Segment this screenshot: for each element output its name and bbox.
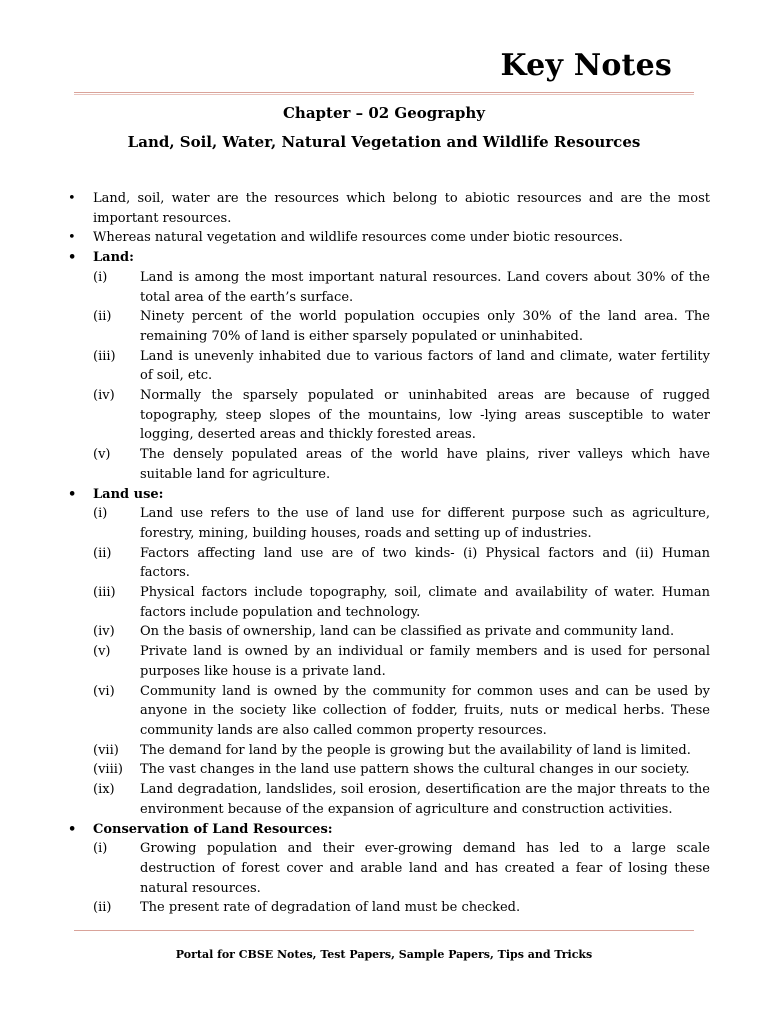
item-number: (iii) <box>93 348 116 364</box>
list-item <box>66 445 710 484</box>
intro-bullet: • Land, soil, water are the resources which belong to abiotic resources and are the most important resources. <box>66 189 710 228</box>
list-item <box>66 347 710 386</box>
item-text: Ninety percent of the world population occupies only 30% of the land area. The remaining 70% of land is either sparsely populated or uninhabited. <box>140 309 710 344</box>
item-text: Community land is owned by the community for common uses and can be used by anyone in the society like collection of fodder, fruits, nuts or medical herbs. These community lands are also called common property resources. <box>140 683 710 738</box>
item-number: (ii) <box>93 545 112 561</box>
item-number: (ii) <box>93 309 112 325</box>
chapter-heading: Chapter – 02 Geography <box>282 104 486 122</box>
item-text: Physical factors include topography, soil, climate and availability of water. Human factors include population and technology. <box>140 585 710 620</box>
list-item <box>66 760 710 780</box>
item-text: Land degradation, landslides, soil erosion, desertification are the major threats to the environment because of the expansion of agriculture and construction activities. <box>140 782 710 817</box>
item-number: (ix) <box>93 782 115 798</box>
item-text: Private land is owned by an individual or family members and is used for personal purposes like house is a private land. <box>140 644 710 679</box>
list-item <box>66 386 710 445</box>
notes-body <box>66 189 710 918</box>
item-number: (iv) <box>93 388 115 404</box>
item-text: The demand for land by the people is growing but the availability of land is limited. <box>140 742 691 758</box>
item-text: Factors affecting land use are of two kinds- (i) Physical factors and (ii) Human factors. <box>140 545 710 581</box>
item-text: Growing population and their ever-growing demand has led to a large scale destruction of forest cover and arable land and has created a fear of losing these natural resources. <box>140 841 710 896</box>
item-text: Normally the sparsely populated or uninhabited areas are because of rugged topography, steep slopes of the mountains, low -lying areas susceptible to water logging, deserted areas and thickly forested areas. <box>140 388 710 443</box>
section-heading-conservation: • Conservation of Land Resources: <box>66 820 710 840</box>
item-number: (vii) <box>93 742 119 758</box>
list-item <box>66 583 710 622</box>
footer-divider <box>74 930 694 931</box>
item-number: (iii) <box>93 585 116 601</box>
page-title: Key Notes <box>500 48 672 83</box>
item-number: (vi) <box>93 683 115 699</box>
header-divider <box>74 92 694 95</box>
list-item <box>66 898 710 918</box>
list-item <box>66 504 710 543</box>
item-text: Land is among the most important natural resources. Land covers about 30% of the total area of the earth’s surface. <box>140 269 710 305</box>
item-text: The densely populated areas of the world have plains, river valleys which have suitable land for agriculture. <box>140 447 710 482</box>
item-number: (iv) <box>93 624 115 640</box>
item-text: Land is unevenly inhabited due to various factors of land and climate, water fertility of soil, etc. <box>140 348 710 384</box>
list-item <box>66 642 710 681</box>
item-number: (i) <box>93 506 108 522</box>
item-number: (ii) <box>93 900 112 916</box>
list-item <box>66 780 710 819</box>
item-number: (viii) <box>93 762 123 778</box>
intro-bullet: • Whereas natural vegetation and wildlife resources come under biotic resources. <box>66 228 710 248</box>
chapter-subtitle: Land, Soil, Water, Natural Vegetation and Wildlife Resources <box>127 133 641 151</box>
item-number: (i) <box>93 269 108 285</box>
list-item <box>66 268 710 307</box>
item-number: (v) <box>93 447 111 463</box>
list-item <box>66 622 710 642</box>
section-heading-land: • Land: <box>66 248 710 268</box>
item-text: Land use refers to the use of land use for different purpose such as agriculture, forestry, mining, building houses, roads and setting up of industries. <box>140 506 710 541</box>
page-header <box>0 0 768 96</box>
list-item <box>66 839 710 898</box>
list-item <box>66 682 710 741</box>
item-number: (v) <box>93 644 111 660</box>
list-item <box>66 544 710 583</box>
list-item <box>66 741 710 761</box>
item-text: The present rate of degradation of land must be checked. <box>140 900 521 916</box>
item-text: On the basis of ownership, land can be classified as private and community land. <box>140 624 675 640</box>
item-number: (i) <box>93 841 108 857</box>
page-footer: Portal for CBSE Notes, Test Papers, Sample Papers, Tips and Tricks <box>175 948 593 961</box>
section-heading-land-use: • Land use: <box>66 485 710 505</box>
item-text: The vast changes in the land use pattern shows the cultural changes in our society. <box>140 762 690 778</box>
list-item <box>66 307 710 346</box>
